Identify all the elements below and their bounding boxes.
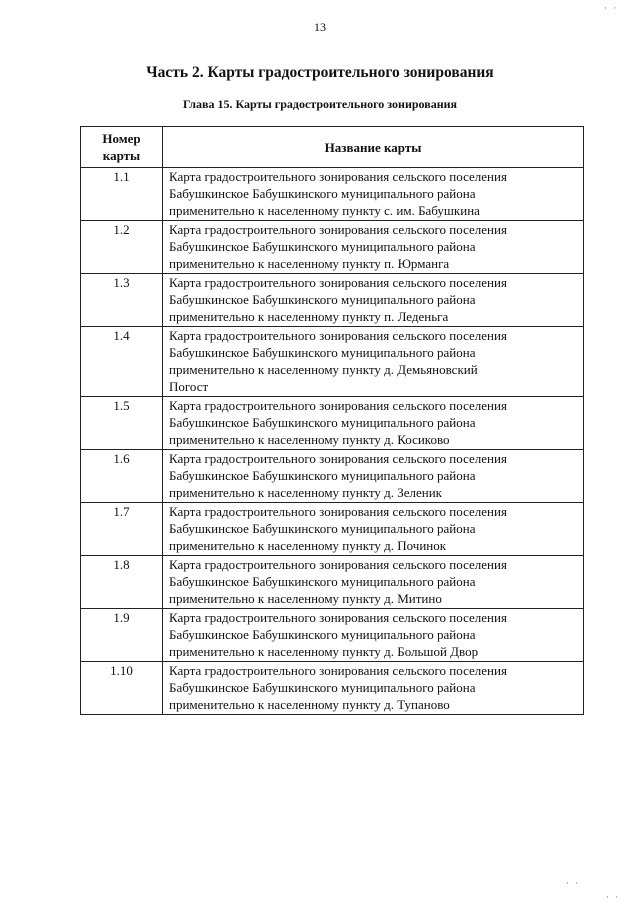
table-row <box>81 503 584 556</box>
map-name-line: Бабушкинское Бабушкинского муниципального района <box>169 292 476 307</box>
map-name-cell <box>163 503 584 556</box>
header-number-line: карты <box>102 148 141 163</box>
map-name-line: Карта градостроительного зонирования сельского поселения <box>169 398 507 413</box>
map-name-line: применительно к населенному пункту п. Юрманга <box>169 256 450 271</box>
map-name-line: применительно к населенному пункту д. Косиково <box>169 432 450 447</box>
map-name-line: применительно к населенному пункту д. Зеленик <box>169 485 442 500</box>
map-name-line: применительно к населенному пункту п. Леденьга <box>169 309 449 324</box>
map-name-line: Бабушкинское Бабушкинского муниципального района <box>169 345 476 360</box>
map-name-cell <box>163 450 584 503</box>
table-row <box>81 397 584 450</box>
map-name-line: применительно к населенному пункту д. Починок <box>169 538 447 553</box>
map-number-cell: 1.8 <box>81 556 163 609</box>
scan-artifact: · · <box>606 892 621 902</box>
table-row <box>81 609 584 662</box>
table-row <box>81 274 584 327</box>
table-row <box>81 168 584 221</box>
table-row <box>81 556 584 609</box>
page-number: 13 <box>314 20 326 34</box>
table-row <box>81 327 584 397</box>
map-number-cell: 1.6 <box>81 450 163 503</box>
map-number-cell: 1.9 <box>81 609 163 662</box>
map-name-line: Карта градостроительного зонирования сельского поселения <box>169 275 507 290</box>
table-row <box>81 450 584 503</box>
map-name-cell <box>163 556 584 609</box>
map-name-line: Карта градостроительного зонирования сельского поселения <box>169 504 507 519</box>
part-title: Часть 2. Карты градостроительного зонирования <box>146 64 494 81</box>
map-name-line: Бабушкинское Бабушкинского муниципального района <box>169 574 476 589</box>
map-name-line: Карта градостроительного зонирования сельского поселения <box>169 222 507 237</box>
map-number-cell: 1.10 <box>81 662 163 715</box>
header-number <box>81 127 163 168</box>
map-number-cell: 1.7 <box>81 503 163 556</box>
map-name-line: Бабушкинское Бабушкинского муниципального района <box>169 239 476 254</box>
map-name-line: Бабушкинское Бабушкинского муниципального района <box>169 680 476 695</box>
map-name-line: Карта градостроительного зонирования сельского поселения <box>169 663 507 678</box>
map-name-line: Бабушкинское Бабушкинского муниципального района <box>169 468 476 483</box>
header-number-line: Номер <box>102 131 141 146</box>
header-row <box>81 127 584 168</box>
map-name-line: применительно к населенному пункту д. Митино <box>169 591 442 606</box>
table-row <box>81 662 584 715</box>
map-name-cell <box>163 274 584 327</box>
map-name-cell <box>163 221 584 274</box>
map-name-line: Карта градостроительного зонирования сельского поселения <box>169 557 507 572</box>
map-name-cell <box>163 662 584 715</box>
map-name-line: применительно к населенному пункту д. Демьяновский <box>169 362 478 377</box>
scan-artifact: · · <box>604 3 619 13</box>
map-name-line: Бабушкинское Бабушкинского муниципального района <box>169 186 476 201</box>
map-name-cell <box>163 609 584 662</box>
map-name-line: применительно к населенному пункту д. Большой Двор <box>169 644 479 659</box>
chapter-title: Глава 15. Карты градостроительного зонирования <box>182 97 458 111</box>
map-number-cell: 1.2 <box>81 221 163 274</box>
scan-artifact: · · <box>566 878 581 888</box>
map-name-line: Бабушкинское Бабушкинского муниципального района <box>169 627 476 642</box>
map-name-cell <box>163 168 584 221</box>
map-number-cell: 1.5 <box>81 397 163 450</box>
map-name-line: Карта градостроительного зонирования сельского поселения <box>169 169 507 184</box>
map-number-cell: 1.1 <box>81 168 163 221</box>
map-number-cell: 1.3 <box>81 274 163 327</box>
maps-table-body <box>81 168 584 715</box>
table-row <box>81 221 584 274</box>
map-name-line: Карта градостроительного зонирования сельского поселения <box>169 610 507 625</box>
map-name-cell <box>163 397 584 450</box>
map-name-cell <box>163 327 584 397</box>
map-name-line: Погост <box>169 379 209 394</box>
maps-table <box>80 126 584 715</box>
map-name-line: Бабушкинское Бабушкинского муниципального района <box>169 521 476 536</box>
map-name-line: применительно к населенному пункту д. Тупаново <box>169 697 450 712</box>
map-number-cell: 1.4 <box>81 327 163 397</box>
map-name-line: Бабушкинское Бабушкинского муниципального района <box>169 415 476 430</box>
map-name-line: Карта градостроительного зонирования сельского поселения <box>169 451 507 466</box>
map-name-line: Карта градостроительного зонирования сельского поселения <box>169 328 507 343</box>
maps-table-header <box>81 127 584 168</box>
map-name-line: применительно к населенному пункту с. им. Бабушкина <box>169 203 480 218</box>
header-name: Название карты <box>163 127 584 168</box>
